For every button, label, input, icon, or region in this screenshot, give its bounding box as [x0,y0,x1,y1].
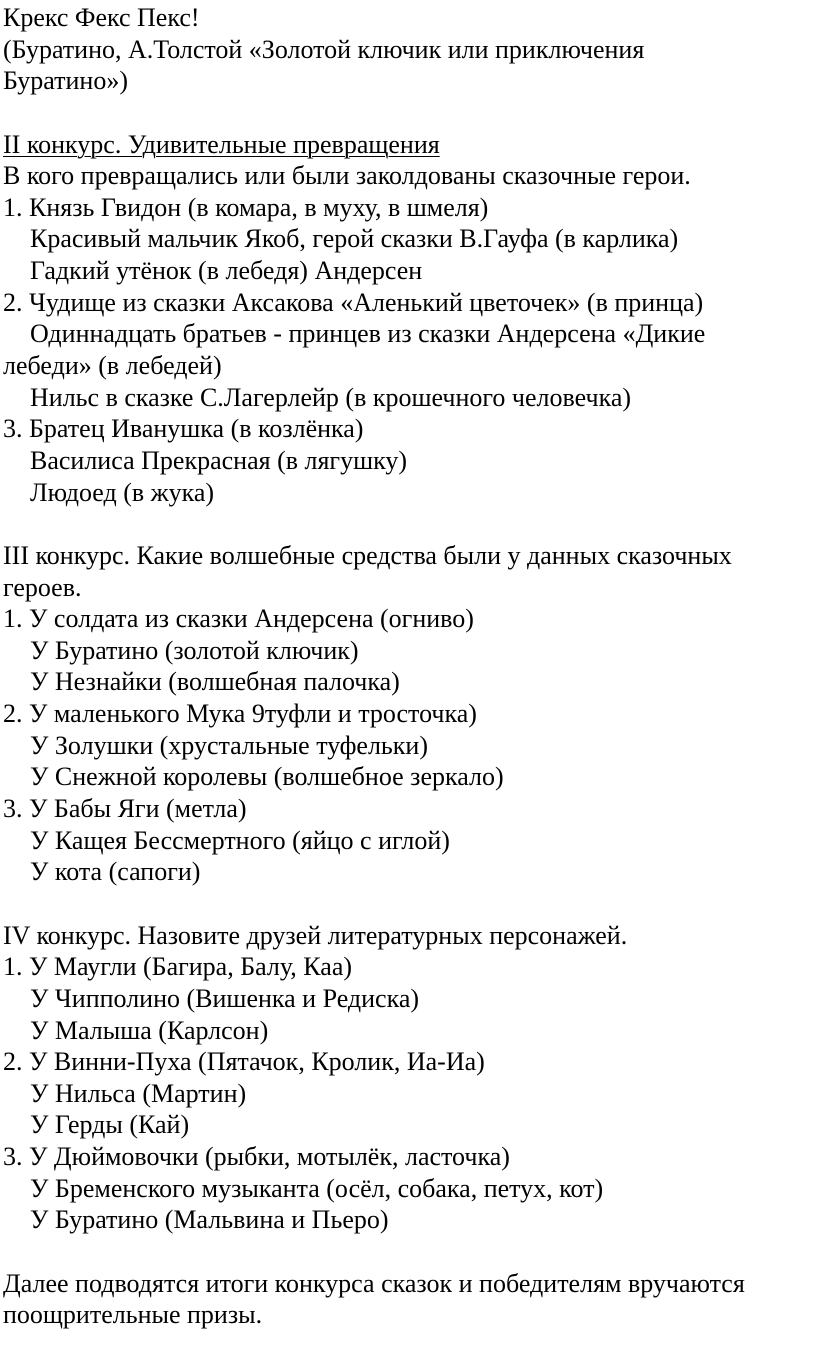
line-text: У Незнайки (волшебная палочка) [30,667,400,697]
line-text: II конкурс. Удивительные превращения [3,129,440,159]
text-line [3,572,813,604]
line-text: У Чипполино (Вишенка и Редиска) [30,983,420,1013]
text-line [3,445,813,477]
line-text: IV конкурс. Назовите друзей литературных персонажей. [3,920,628,950]
line-text: У Нильса (Мартин) [30,1078,247,1108]
line-text: У Кащея Бессмертного (яйцо с иглой) [30,825,450,855]
text-line [3,1173,813,1205]
text-line [3,666,813,698]
line-text: Нильс в сказке С.Лагерлейр (в крошечного человечка) [30,382,632,412]
line-text: III конкурс. Какие волшебные средства были у данных сказочных [3,540,732,570]
text-line [3,34,813,66]
blank-line [3,1236,813,1268]
text-line [3,1204,813,1236]
text-line [3,1078,813,1110]
line-text: 2. У Винни-Пуха (Пятачок, Кролик, Иа-Иа) [3,1047,485,1077]
line-text: Крекс Фекс Пекс! [3,3,200,32]
line-text: 2. Чудище из сказки Аксакова «Аленький цветочек» (в принца) [3,287,704,317]
text-line [3,223,813,255]
text-line [3,160,813,192]
line-text: Буратино») [3,66,128,96]
line-text: 3. У Дюймовочки (рыбки, мотылёк, ласточка) [3,1142,510,1172]
text-line [3,255,813,287]
text-line [3,540,813,572]
text-line [3,413,813,445]
text-line [3,318,813,350]
blank-line [3,888,813,920]
text-line [3,477,813,509]
line-text: У Золушки (хрустальные туфельки) [30,730,428,760]
line-text: 3. У Бабы Яги (метла) [3,794,247,824]
line-text: У Снежной королевы (волшебное зеркало) [30,762,504,792]
text-line [3,635,813,667]
line-text: У Герды (Кай) [30,1110,190,1140]
text-line [3,983,813,1015]
line-text: лебеди» (в лебедей) [3,351,222,381]
blank-line [3,97,813,129]
text-line [3,192,813,224]
line-text: В кого превращались или были заколдованы сказочные герои. [3,161,691,191]
text-line [3,1299,813,1331]
document-body [3,2,813,1331]
text-line [3,1109,813,1141]
line-text: поощрительные призы. [3,1300,263,1330]
text-line [3,951,813,983]
text-line [3,793,813,825]
text-line [3,287,813,319]
line-text: Красивый мальчик Якоб, герой сказки В.Гауфа (в карлика) [30,224,679,254]
section-heading [3,129,813,161]
text-line [3,2,813,34]
text-line [3,825,813,857]
line-text: 1. У солдата из сказки Андерсена (огниво) [3,604,474,634]
line-text: 1. У Маугли (Багира, Балу, Каа) [3,952,353,982]
line-text: У кота (сапоги) [30,857,201,887]
line-text: Василиса Прекрасная (в лягушку) [30,445,408,475]
line-text: У Буратино (золотой ключик) [30,635,359,665]
blank-line [3,508,813,540]
text-line [3,856,813,888]
line-text: У Малыша (Карлсон) [30,1015,269,1045]
text-line [3,1046,813,1078]
line-text: Далее подводятся итоги конкурса сказок и победителям вручаются [3,1268,745,1298]
text-line [3,698,813,730]
line-text: 2. У маленького Мука 9туфли и тросточка) [3,699,477,729]
line-text: (Буратино, А.Толстой «Золотой ключик или приключения [3,34,645,64]
text-line [3,920,813,952]
text-line [3,1268,813,1300]
line-text: У Бременского музыканта (осёл, собака, петух, кот) [30,1173,604,1203]
text-line [3,65,813,97]
line-text: 3. Братец Иванушка (в козлёнка) [3,414,364,444]
line-text: героев. [3,572,82,602]
text-line [3,1141,813,1173]
text-line [3,350,813,382]
line-text: Гадкий утёнок (в лебедя) Андерсен [30,256,423,286]
text-line [3,730,813,762]
text-line [3,1015,813,1047]
text-line [3,603,813,635]
line-text: 1. Князь Гвидон (в комара, в муху, в шмеля) [3,192,489,222]
text-line [3,382,813,414]
line-text: У Буратино (Мальвина и Пьеро) [30,1205,389,1235]
text-line [3,761,813,793]
line-text: Одиннадцать братьев - принцев из сказки Андерсена «Дикие [30,319,706,349]
line-text: Людоед (в жука) [30,477,215,507]
